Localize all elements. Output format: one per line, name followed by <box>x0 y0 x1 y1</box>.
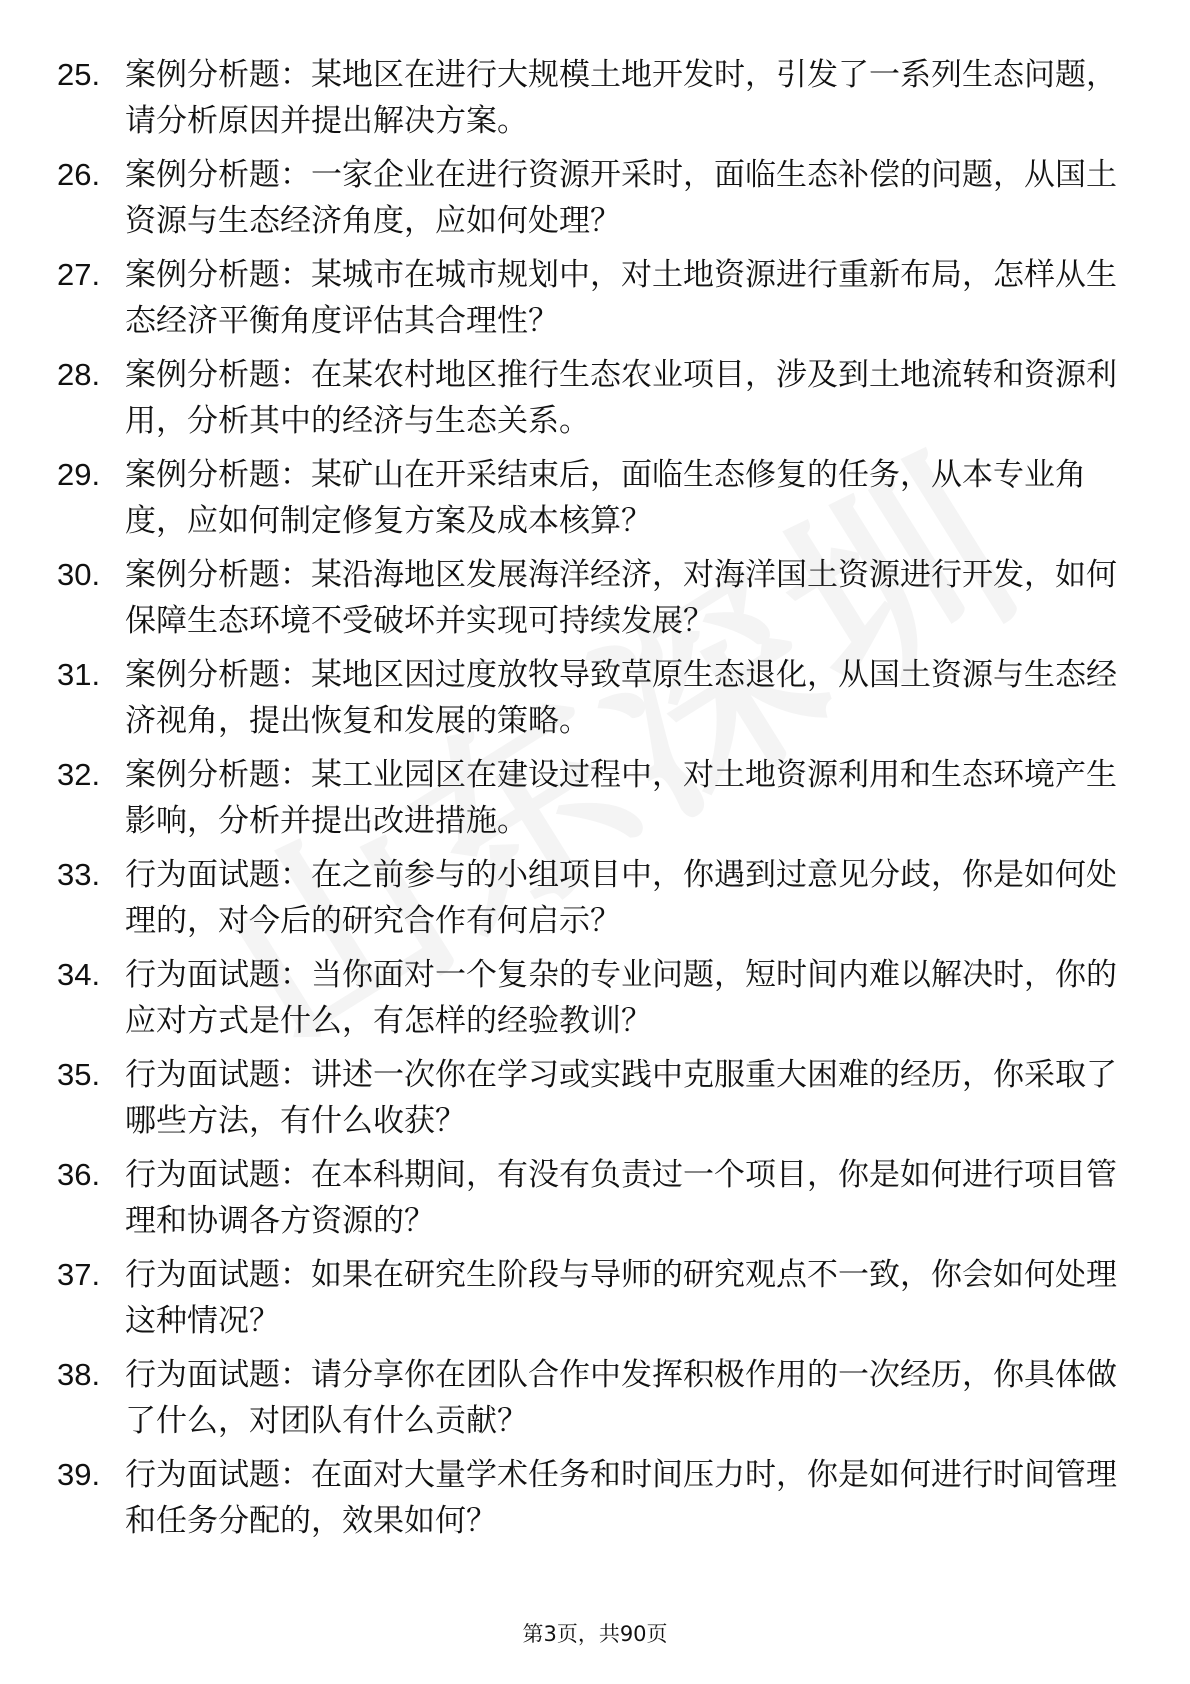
question-number: 32. <box>57 757 101 792</box>
question-category: 案例分析题： <box>125 757 311 793</box>
list-item <box>57 752 1137 852</box>
question-text <box>125 652 1137 744</box>
list-item <box>57 1152 1137 1252</box>
question-text <box>125 452 1137 544</box>
question-body: 讲述一次你在学习或实践中克服重大困难的经历，你采取了哪些方法，有什么收获？ <box>125 1057 1117 1139</box>
question-text <box>125 352 1137 444</box>
question-text <box>125 852 1137 944</box>
list-item <box>57 152 1137 252</box>
question-category: 案例分析题： <box>125 57 311 93</box>
list-item <box>57 1452 1137 1552</box>
question-number: 33. <box>57 857 101 892</box>
question-category: 行为面试题： <box>125 1157 311 1193</box>
question-text <box>125 752 1137 844</box>
question-body: 某沿海地区发展海洋经济，对海洋国土资源进行开发，如何保障生态环境不受破坏并实现可持续发展？ <box>125 557 1117 639</box>
question-category: 案例分析题： <box>125 157 311 193</box>
question-number: 29. <box>57 457 101 492</box>
question-text <box>125 1352 1137 1444</box>
list-item <box>57 352 1137 452</box>
question-category: 案例分析题： <box>125 657 311 693</box>
question-body: 某工业园区在建设过程中，对土地资源利用和生态环境产生影响，分析并提出改进措施。 <box>125 757 1117 839</box>
question-text <box>125 152 1137 244</box>
question-text <box>125 1452 1137 1544</box>
list-item <box>57 552 1137 652</box>
question-number: 26. <box>57 157 101 192</box>
question-body: 某地区因过度放牧导致草原生态退化，从国土资源与生态经济视角，提出恢复和发展的策略。 <box>125 657 1117 739</box>
question-number: 31. <box>57 657 101 692</box>
question-body: 如果在研究生阶段与导师的研究观点不一致，你会如何处理这种情况？ <box>125 1257 1117 1339</box>
question-body: 一家企业在进行资源开采时，面临生态补偿的问题，从国土资源与生态经济角度，应如何处理？ <box>125 157 1117 239</box>
question-number: 30. <box>57 557 101 592</box>
question-body: 在本科期间，有没有负责过一个项目，你是如何进行项目管理和协调各方资源的？ <box>125 1157 1117 1239</box>
question-text <box>125 952 1137 1044</box>
list-item <box>57 652 1137 752</box>
question-body: 请分享你在团队合作中发挥积极作用的一次经历，你具体做了什么，对团队有什么贡献？ <box>125 1357 1117 1439</box>
question-number: 37. <box>57 1257 101 1292</box>
question-body: 在某农村地区推行生态农业项目，涉及到土地流转和资源利用，分析其中的经济与生态关系。 <box>125 357 1117 439</box>
question-category: 案例分析题： <box>125 357 311 393</box>
question-list <box>57 52 1137 1552</box>
question-number: 25. <box>57 57 101 92</box>
list-item <box>57 1052 1137 1152</box>
question-number: 34. <box>57 957 101 992</box>
question-text <box>125 1252 1137 1344</box>
question-category: 案例分析题： <box>125 557 311 593</box>
list-item <box>57 852 1137 952</box>
question-category: 行为面试题： <box>125 1457 311 1493</box>
question-category: 行为面试题： <box>125 1057 311 1093</box>
question-number: 35. <box>57 1057 101 1092</box>
list-item <box>57 1252 1137 1352</box>
page-footer: 第3页，共90页 <box>522 1622 668 1646</box>
question-body: 在面对大量学术任务和时间压力时，你是如何进行时间管理和任务分配的，效果如何？ <box>125 1457 1117 1539</box>
question-category: 行为面试题： <box>125 857 311 893</box>
list-item <box>57 52 1137 152</box>
question-text <box>125 252 1137 344</box>
question-body: 某城市在城市规划中，对土地资源进行重新布局，怎样从生态经济平衡角度评估其合理性？ <box>125 257 1117 339</box>
question-body: 某矿山在开采结束后，面临生态修复的任务，从本专业角度，应如何制定修复方案及成本核算？ <box>125 457 1086 539</box>
question-category: 案例分析题： <box>125 457 311 493</box>
list-item <box>57 1352 1137 1452</box>
list-item <box>57 252 1137 352</box>
question-number: 27. <box>57 257 101 292</box>
question-text <box>125 1152 1137 1244</box>
question-number: 28. <box>57 357 101 392</box>
question-text <box>125 52 1137 144</box>
question-number: 36. <box>57 1157 101 1192</box>
list-item <box>57 452 1137 552</box>
question-body: 当你面对一个复杂的专业问题，短时间内难以解决时，你的应对方式是什么，有怎样的经验教训？ <box>125 957 1117 1039</box>
question-body: 某地区在进行大规模土地开发时，引发了一系列生态问题，请分析原因并提出解决方案。 <box>125 57 1117 139</box>
question-text <box>125 552 1137 644</box>
question-category: 案例分析题： <box>125 257 311 293</box>
question-body: 在之前参与的小组项目中，你遇到过意见分歧，你是如何处理的，对今后的研究合作有何启示？ <box>125 857 1117 939</box>
question-text <box>125 1052 1137 1144</box>
question-category: 行为面试题： <box>125 1357 311 1393</box>
question-category: 行为面试题： <box>125 957 311 993</box>
question-category: 行为面试题： <box>125 1257 311 1293</box>
question-number: 38. <box>57 1357 101 1392</box>
question-number: 39. <box>57 1457 101 1492</box>
list-item <box>57 952 1137 1052</box>
